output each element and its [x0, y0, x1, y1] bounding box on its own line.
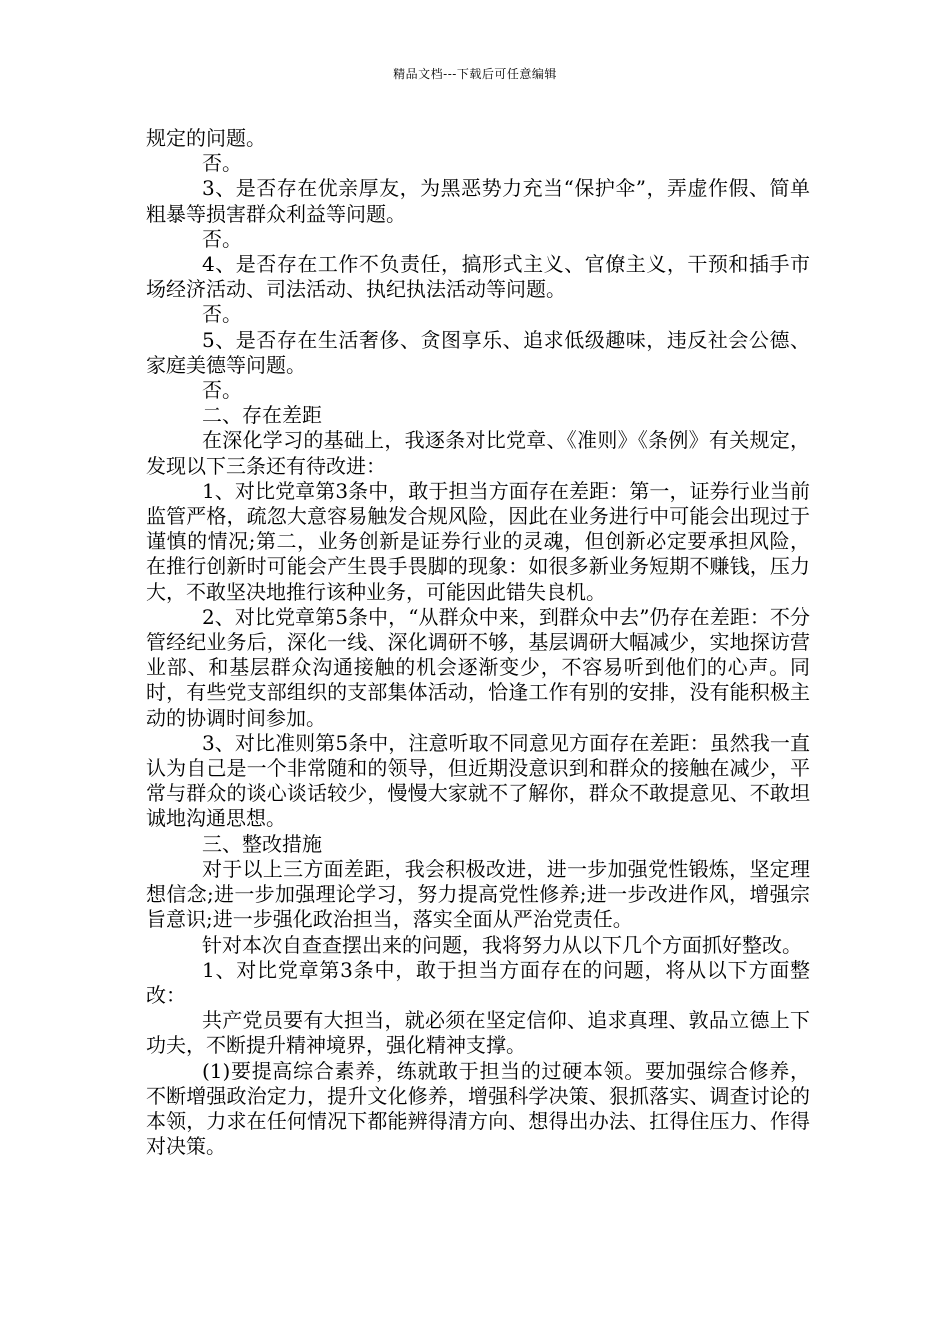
paragraph: 共产党员要有大担当，就必须在坚定信仰、追求真理、敦品立德上下功夫，不断提升精神境界，强化精神支撑。 — [146, 1008, 810, 1058]
paragraph: 三、整改措施 — [202, 831, 322, 856]
document-body — [146, 126, 810, 1159]
paragraph: (1)要提高综合素养，练就敢于担当的过硬本领。要加强综合修养，不断增强政治定力，提升文化修养，增强科学决策、狠抓落实、调查讨论的本领，力求在任何情况下都能辨得清方向、想得出办法、扛得住压力、作得对决策。 — [146, 1058, 810, 1159]
paragraph: 规定的问题。 — [146, 126, 266, 150]
paragraph: 针对本次自查查摆出来的问题，我将努力从以下几个方面抓好整改。 — [202, 932, 802, 957]
paragraph: 否。 — [202, 378, 242, 403]
page-header: 精品文档---下载后可任意编辑 — [393, 67, 557, 81]
paragraph: 4、是否存在工作不负责任，搞形式主义、官僚主义，干预和插手市场经济活动、司法活动、执纪执法活动等问题。 — [146, 252, 810, 302]
paragraph: 在深化学习的基础上，我逐条对比党章、《准则》《条例》有关规定，发现以下三条还有待改进： — [146, 428, 810, 478]
paragraph: 2、对比党章第5条中，“从群众中来，到群众中去”仍存在差距：不分管经纪业务后，深化一线、深化调研不够，基层调研大幅减少，实地探访营业部、和基层群众沟通接触的机会逐渐变少，不容易听到他们的心声。同时，有些党支部组织的支部集体活动，恰逢工作有别的安排，没有能积极主动的协调时间参加。 — [146, 604, 810, 730]
paragraph: 1、对比党章第3条中，敢于担当方面存在差距：第一，证券行业当前监管严格，疏忽大意容易触发合规风险，因此在业务进行中可能会出现过于谨慎的情况;第二，业务创新是证券行业的灵魂，但创新必定要承担风险，在推行创新时可能会产生畏手畏脚的现象：如很多新业务短期不赚钱，压力大，不敢坚决地推行该种业务，可能因此错失良机。 — [146, 478, 810, 604]
paragraph: 否。 — [202, 302, 242, 327]
paragraph: 对于以上三方面差距，我会积极改进，进一步加强党性锻炼，坚定理想信念;进一步加强理论学习，努力提高党性修养;进一步改进作风，增强宗旨意识;进一步强化政治担当，落实全面从严治党责任。 — [146, 856, 810, 932]
paragraph: 5、是否存在生活奢侈、贪图享乐、追求低级趣味，违反社会公德、家庭美德等问题。 — [146, 327, 810, 377]
paragraph: 1、对比党章第3条中，敢于担当方面存在的问题，将从以下方面整改： — [146, 957, 810, 1007]
paragraph: 否。 — [202, 226, 242, 251]
paragraph: 3、对比准则第5条中，注意听取不同意见方面存在差距：虽然我一直认为自己是一个非常随和的领导，但近期没意识到和群众的接触在减少，平常与群众的谈心谈话较少，慢慢大家就不了解你，群众不敢提意见、不敢坦诚地沟通思想。 — [146, 730, 810, 831]
paragraph: 二、存在差距 — [202, 403, 322, 428]
paragraph: 3、是否存在优亲厚友，为黑恶势力充当“保护伞”，弄虚作假、简单粗暴等损害群众利益等问题。 — [146, 176, 810, 226]
paragraph: 否。 — [202, 151, 242, 176]
